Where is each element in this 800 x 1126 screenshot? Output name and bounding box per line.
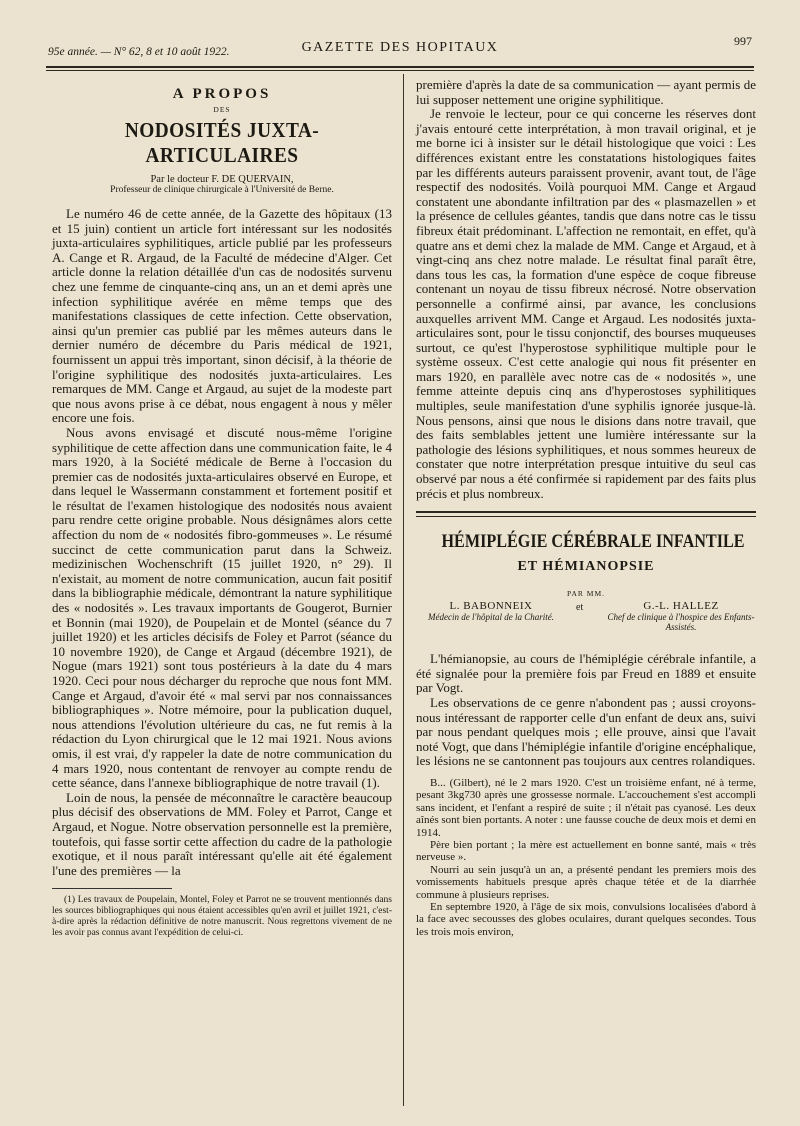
article2-paragraph: L'hémianopsie, au cours de l'hémiplégie cérébrale infantile, a été signalée pour la première fois par Freud en 1889 et ensuite par Vogt. [416,651,756,696]
article1-cont-paragraph: Je renvoie le lecteur, pour ce qui concerne les réserves dont j'avais entouré cette interprétation, à mon travail original, et je me borne ici à insister sur le détail histologique que voici : Les différences existant entre les constatations histologiques faites par les différents auteurs paraissent provenir, avant tout, de l'âge respectif des nodosités. Voilà pourquoi MM. Cange et Argaud constatent une abondante infiltration par des « plasmazellen » et la présence de cellules géantes, tandis que dans notre cas le tissu fibreux était prédominant. L'affection ne remontait, en effet, qu'à quatre ans et demi chez la malade de MM. Cange et Argaud, et à vingt-cinq ans chez notre malade. Le résultat final paraît être, dans tous les cas, la formation d'une espèce de coque fibreuse contenant un noyau de tissu fibreux nécrosé. Notre observation personnelle a confirmé ainsi, par avance, les conclusions auxquelles arrivent MM. Cange et Argaud. Les nodosités juxta-articulaires sont, pour le tissu conjonctif, des bourses muqueuses surtout, ce qu'est l'hyperostose syphilitique multiple pour le système osseux. C'est cette analogie qui nous fit présenter en mars 1920, en parallèle avec notre cas de « nodosités », une femme atteinte depuis cinq ans d'hyperostoses syphilitiques multiples, seule manifestation d'une syphilis ignorée jusque-là. Nous pensons, ainsi que nous le disions dans notre travail, que des faits semblables jettent une lumière intéressante sur la pathologie des lésions syphilitiques, et nous sommes heureux de constater que notre interprétation presque intuitive du seul cas observé par nous a été confirmée si rapidement par des faits plus précis et plus nombreux. [416,106,756,501]
article1-byline: Par le docteur F. DE QUERVAIN, [150,174,294,185]
article-separator-thin [416,516,756,517]
author2-name: G.-L. HALLEZ [643,600,719,613]
author1-name: L. BABONNEIX [449,600,533,613]
article1-paragraph: Nous avons envisagé et discuté nous-même l'origine syphilitique de cette affection dans une communication faite, le 4 mars 1920, à la Société médicale de Berne à l'occasion du premier cas de nodosités juxta-articulaires observé en Europe, et dans lequel le Wassermann constamment et fortement positif et le résultat de l'examen histologique des nodosités nous avaient paru rendre cette origine probable. Nous désignâmes alors cette affection du nom de « nodosités fibro-gommeuses ». Le résumé succinct de cette communication parut dans la Schweiz. medizinischen Wochenschrift (15 juillet 1920, n° 29). Il n'existait, au moment de notre communication, aucun fait positif dans la bibliographie médicale, démontrant la nature syphilitique des « nodosités ». Les travaux importants de Gougerot, Burnier et Bonnin (mai 1920), de Poupelain et de Montel (séance du 7 juillet 1920) et les articles décisifs de Foley et Parrot (séance du 10 novembre 1920), de Cange et Argaud (décembre 1921), de Nogue (mars 1921) sont tous postérieurs à la date du 4 mars 1920. Ceci pour nous décharger du reproche que nous font MM. Cange et Argaud, d'avoir été « mal servi par nos connaissances bibliographiques ». Notre mémoire, pour la publication duquel, nous attendions l'évolution ultérieure du cas, ne fut remis à la rédaction du Lyon chirurgical que le 12 mai 1921. Nous avions omis, il est vrai, d'y rappeler la date de notre communication du 4 mars 1920, nous contentant de renvoyer au compte rendu de cette séance, dans l'annexe bibliographique de notre travail (1). [52,424,392,791]
left-column [52,78,392,1112]
page-header [48,34,752,60]
article1-affiliation: Professeur de clinique chirurgicale à l'Université de Berne. [110,185,334,195]
case-report [416,777,756,938]
footnote: (1) Les travaux de Poupelain, Montel, Foley et Parrot ne se trouvent mentionnés dans les sources bibliographiques qui nous étaient accessibles qu'en avril et juillet 1921, c'est-à-dire après la rédaction définitive de notre manuscrit. Nous regrettons vivement de ne les avoir pas connus avant l'expédition de celui-ci. [52,895,392,939]
article2-authors [416,600,756,640]
article-separator [416,511,756,513]
author1 [416,600,566,622]
article1-kicker: A PROPOS [172,86,272,102]
article2-subtitle: ET HÉMIANOPSIE [517,559,655,575]
author2-desc: Chef de clinique à l'hospice des Enfants-Assistés. [607,612,755,633]
case-paragraph: Nourri au sein jusqu'à un an, a présenté pendant les premiers mois des vomissements habituels presque après chaque tétée et de la diarrhée commune à plusieurs reprises. [416,863,756,901]
header-rule [46,66,754,68]
header-rule-thin [46,70,754,71]
article2-par: PAR MM. [567,589,605,599]
journal-title: GAZETTE DES HOPITAUX [301,40,499,55]
page-number: 997 [734,34,752,48]
article1-paragraph: Le numéro 46 de cette année, de la Gazette des hôpitaux (13 et 15 juin) contient un article fort intéressant sur les nodosités juxta-articulaires syphilitiques, article publié par les professeurs A. Cange et R. Argaud, de la Faculté de médecine d'Alger. Cet article donne la relation détaillée d'un cas de nodosités survenu chez une femme de cinquante-cinq ans, un an et demi après une infection syphilitique avérée en même temps que des manifestations classiques de cette infection. Cette observation, ainsi qu'un premier cas publié par les mêmes auteurs dans le dernier numéro de décembre du Paris médical de 1921, fournissent un appui très important, sinon décisif, à la théorie de l'origine syphilitique des nodosités juxta-articulaires. Les remarques de MM. Cange et Argaud, au sujet de la modeste part que nous avons prise à ce débat, nous engagent à nous y mêler encore une fois. [52,206,392,426]
article1-cont-paragraph: première d'après la date de sa communication — ayant permis de lui supposer nettement une origine syphilitique. [416,77,756,107]
case-paragraph: En septembre 1920, à l'âge de six mois, convulsions localisées d'abord à la face avec secousses des globes oculaires, durant quelques secondes. Tous les trois mois environ, [416,901,756,938]
issue-info: 95e année. — N° 62, 8 et 10 août 1922. [48,46,230,58]
article2-paragraph: Les observations de ce genre n'abondent pas ; aussi croyons-nous intéressant de rapporter celle d'un enfant de deux ans, suivi par nous pendant quelques mois ; elle prouve, ainsi que l'avait noté Vogt, que dans l'hémiplégie infantile d'origine encéphalique, les lésions ne se cantonnent pas toujours aux centres rolandiques. [416,695,756,769]
article2-title: HÉMIPLÉGIE CÉRÉBRALE INFANTILE [441,531,745,553]
footnote-rule [52,888,172,889]
author2 [606,600,756,632]
case-paragraph: B... (Gilbert), né le 2 mars 1920. C'est un troisième enfant, né à terme, pesant 3kg730 après une grossesse normale. L'accouchement s'est accompli sans incident, et l'enfant a respiré de suite ; il n'était pas cyanosé. Les deux aînés sont bien portants. A noter : une fausse couche de deux mois et demi en 1914. [416,776,756,839]
article1-title: NODOSITÉS JUXTA-ARTICULAIRES [124,118,320,167]
right-column [416,78,756,1112]
authors-et: et [576,602,584,614]
case-paragraph: Père bien portant ; la mère est actuellement en bonne santé, mais « très nerveuse ». [416,839,756,864]
column-divider [403,74,404,1106]
author1-desc: Médecin de l'hôpital de la Charité. [428,612,554,623]
article1-des: DES [213,105,231,114]
article1-paragraph: Loin de nous, la pensée de méconnaître le caractère beaucoup plus décisif des observations de MM. Foley et Parrot, Cange et Argaud, et Nogue. Notre observation personnelle est la première, toutefois, qui fasse sortir cette affection du cadre de la pathologie exotique, et il nous paraît intéressant qu'elle ait été également l'une des premières — la [52,789,392,878]
